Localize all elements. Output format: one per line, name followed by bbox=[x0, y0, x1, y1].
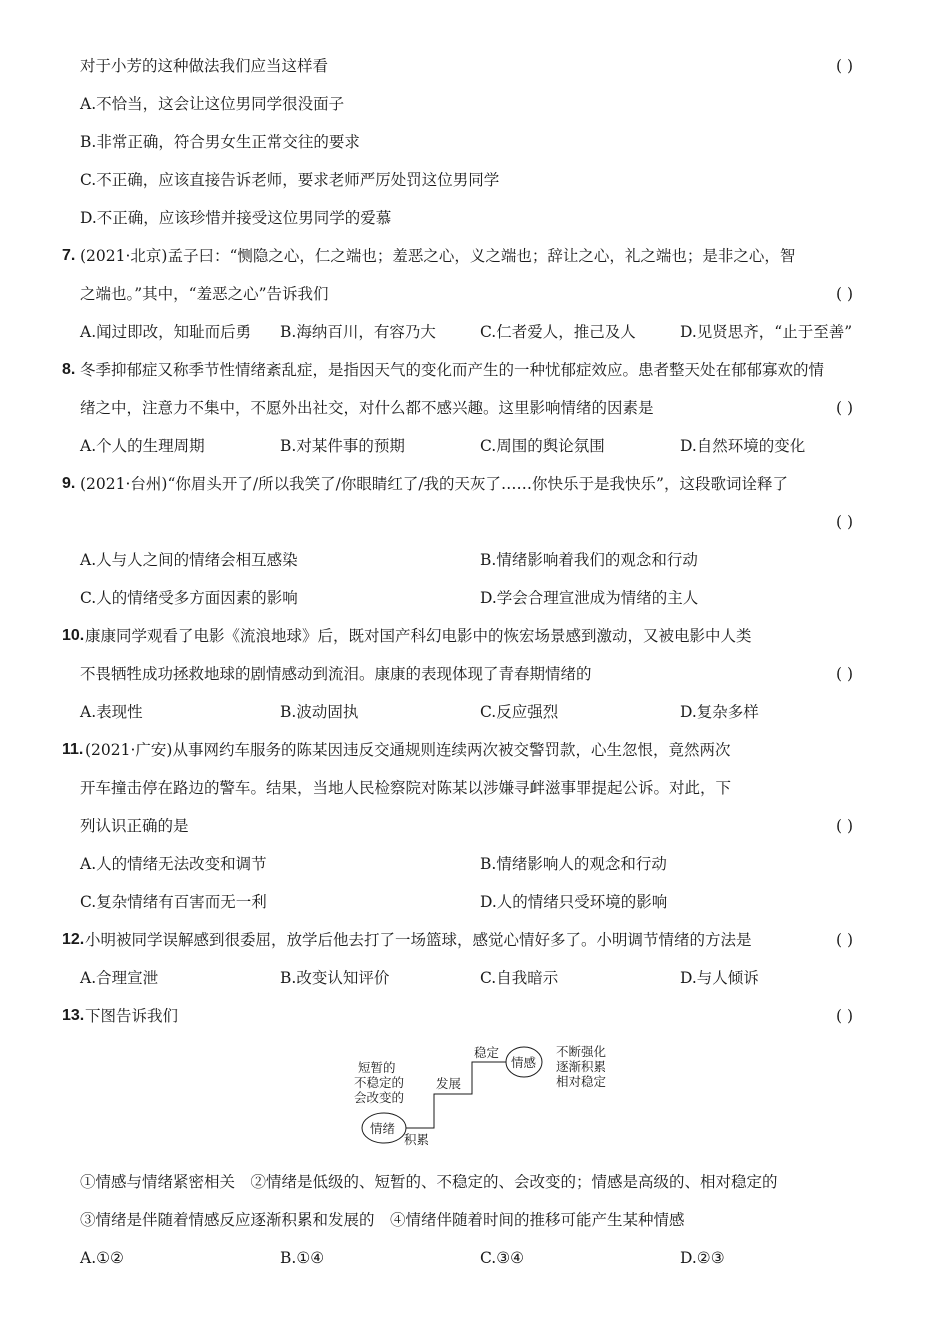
q11-option-c: C.复杂情绪有百害而无一利 bbox=[80, 893, 267, 911]
q7-stem-line2: 之端也。”其中，“羞恶之心”告诉我们 bbox=[80, 285, 329, 303]
q6-option-c: C.不正确，应该直接告诉老师，要求老师严厉处罚这位男同学 bbox=[80, 171, 500, 189]
diagram-stable-label: 稳定 bbox=[474, 1045, 500, 1060]
q9-stem-line1: (2021·台州)“你眉头开了/所以我笑了/你眼睛红了/我的天灰了……你快乐于是我快乐”，这段歌词诠释了 bbox=[80, 475, 788, 493]
q13-statements-line2: ③情绪是伴随着情感反应逐渐积累和发展的 ④情绪伴随着时间的推移可能产生某种情感 bbox=[80, 1211, 685, 1229]
diagram-feeling-label: 情感 bbox=[511, 1055, 537, 1070]
q10-stem-line2: 不畏牺牲成功拯救地球的剧情感动到流泪。康康的表现体现了青春期情绪的 bbox=[80, 665, 592, 683]
diagram-right-text-1: 不断强化 bbox=[556, 1044, 607, 1059]
q10-stem-line1: 康康同学观看了电影《流浪地球》后，既对国产科幻电影中的恢宏场景感到激动，又被电影中人类 bbox=[85, 627, 752, 645]
q10-option-c: C.反应强烈 bbox=[480, 703, 559, 721]
q12-option-a: A.合理宣泄 bbox=[80, 969, 159, 987]
q9-option-b: B.情绪影响着我们的观念和行动 bbox=[480, 551, 698, 569]
diagram-emotion-label: 情绪 bbox=[370, 1121, 396, 1136]
q12-option-d: D.与人倾诉 bbox=[680, 969, 759, 987]
q9-option-d: D.学会合理宣泄成为情绪的主人 bbox=[480, 589, 699, 607]
q12-stem-line1: 小明被同学误解感到很委屈，放学后他去打了一场篮球，感觉心情好多了。小明调节情绪的方法是 bbox=[85, 931, 752, 949]
q11-option-b: B.情绪影响人的观念和行动 bbox=[480, 855, 667, 873]
q8-option-d: D.自然环境的变化 bbox=[680, 437, 806, 455]
diagram-step-line bbox=[406, 1062, 506, 1128]
diagram-left-text-1: 短暂的 bbox=[358, 1060, 396, 1075]
q12-answer-blank: ( ) bbox=[836, 931, 854, 949]
q7-option-c: C.仁者爱人，推己及人 bbox=[480, 323, 636, 341]
q12-number: 12. bbox=[62, 931, 85, 948]
q7-stem-line1: (2021·北京)孟子曰：“恻隐之心，仁之端也；羞恶之心，义之端也；辞让之心，礼之端也；是非之心，智 bbox=[80, 247, 796, 265]
q11-stem-line3: 列认识正确的是 bbox=[80, 817, 189, 835]
q10-option-d: D.复杂多样 bbox=[680, 703, 759, 721]
q9-number: 9. bbox=[62, 475, 76, 492]
q13-number: 13. bbox=[62, 1007, 85, 1024]
q13-option-c: C.③④ bbox=[480, 1249, 525, 1267]
diagram-right-text-3: 相对稳定 bbox=[556, 1074, 607, 1089]
diagram-right-text-2: 逐渐积累 bbox=[556, 1059, 607, 1074]
q6-answer-blank: ( ) bbox=[836, 57, 854, 75]
q13-option-b: B.①④ bbox=[280, 1249, 325, 1267]
q7-option-a: A.闻过即改，知耻而后勇 bbox=[80, 323, 252, 341]
diagram-left-text-2: 不稳定的 bbox=[354, 1075, 405, 1090]
emotion-feeling-diagram bbox=[340, 1038, 630, 1150]
q9-option-c: C.人的情绪受多方面因素的影响 bbox=[80, 589, 298, 607]
q9-answer-blank: ( ) bbox=[836, 513, 854, 531]
q7-option-d: D.见贤思齐，“止于至善” bbox=[680, 323, 853, 341]
q7-option-b: B.海纳百川，有容乃大 bbox=[280, 323, 436, 341]
q13-statements-line1: ①情感与情绪紧密相关 ②情绪是低级的、短暂的、不稳定的、会改变的；情感是高级的、相对稳定的 bbox=[80, 1173, 778, 1191]
q10-option-b: B.波动固执 bbox=[280, 703, 359, 721]
q7-answer-blank: ( ) bbox=[836, 285, 854, 303]
q8-option-c: C.周围的舆论氛围 bbox=[480, 437, 605, 455]
q8-option-b: B.对某件事的预期 bbox=[280, 437, 405, 455]
q11-option-d: D.人的情绪只受环境的影响 bbox=[480, 893, 668, 911]
q13-answer-blank: ( ) bbox=[836, 1007, 854, 1025]
q12-option-c: C.自我暗示 bbox=[480, 969, 559, 987]
q6-stem: 对于小芳的这种做法我们应当这样看 bbox=[80, 57, 329, 75]
q6-option-a: A.不恰当，这会让这位男同学很没面子 bbox=[80, 95, 345, 113]
q6-option-b: B.非常正确，符合男女生正常交往的要求 bbox=[80, 133, 360, 151]
q8-option-a: A.个人的生理周期 bbox=[80, 437, 205, 455]
q8-number: 8. bbox=[62, 361, 76, 378]
q11-stem-line1: (2021·广安)从事网约车服务的陈某因违反交通规则连续两次被交警罚款，心生忽恨，竟然两次 bbox=[85, 741, 731, 759]
q7-number: 7. bbox=[62, 247, 76, 264]
q11-option-a: A.人的情绪无法改变和调节 bbox=[80, 855, 267, 873]
diagram-develop-label: 发展 bbox=[436, 1076, 462, 1091]
q11-answer-blank: ( ) bbox=[836, 817, 854, 835]
q11-number: 11. bbox=[62, 741, 84, 758]
q12-option-b: B.改变认知评价 bbox=[280, 969, 390, 987]
q13-option-d: D.②③ bbox=[680, 1249, 725, 1267]
diagram-left-text-3: 会改变的 bbox=[354, 1090, 405, 1105]
q8-answer-blank: ( ) bbox=[836, 399, 854, 417]
q9-option-a: A.人与人之间的情绪会相互感染 bbox=[80, 551, 298, 569]
q11-stem-line2: 开车撞击停在路边的警车。结果，当地人民检察院对陈某以涉嫌寻衅滋事罪提起公诉。对此，下 bbox=[80, 779, 732, 797]
q13-option-a: A.①② bbox=[80, 1249, 124, 1267]
q10-answer-blank: ( ) bbox=[836, 665, 854, 683]
q6-option-d: D.不正确，应该珍惜并接受这位男同学的爱慕 bbox=[80, 209, 392, 227]
q8-stem-line2: 绪之中，注意力不集中，不愿外出社交，对什么都不感兴趣。这里影响情绪的因素是 bbox=[80, 399, 654, 417]
q10-option-a: A.表现性 bbox=[80, 703, 143, 721]
diagram-accumulate-label: 积累 bbox=[404, 1132, 430, 1147]
q10-number: 10. bbox=[62, 627, 85, 644]
q8-stem-line1: 冬季抑郁症又称季节性情绪紊乱症，是指因天气的变化而产生的一种忧郁症效应。患者整天处在郁郁寡欢的情 bbox=[80, 361, 825, 379]
q13-stem-line1: 下图告诉我们 bbox=[85, 1007, 179, 1025]
